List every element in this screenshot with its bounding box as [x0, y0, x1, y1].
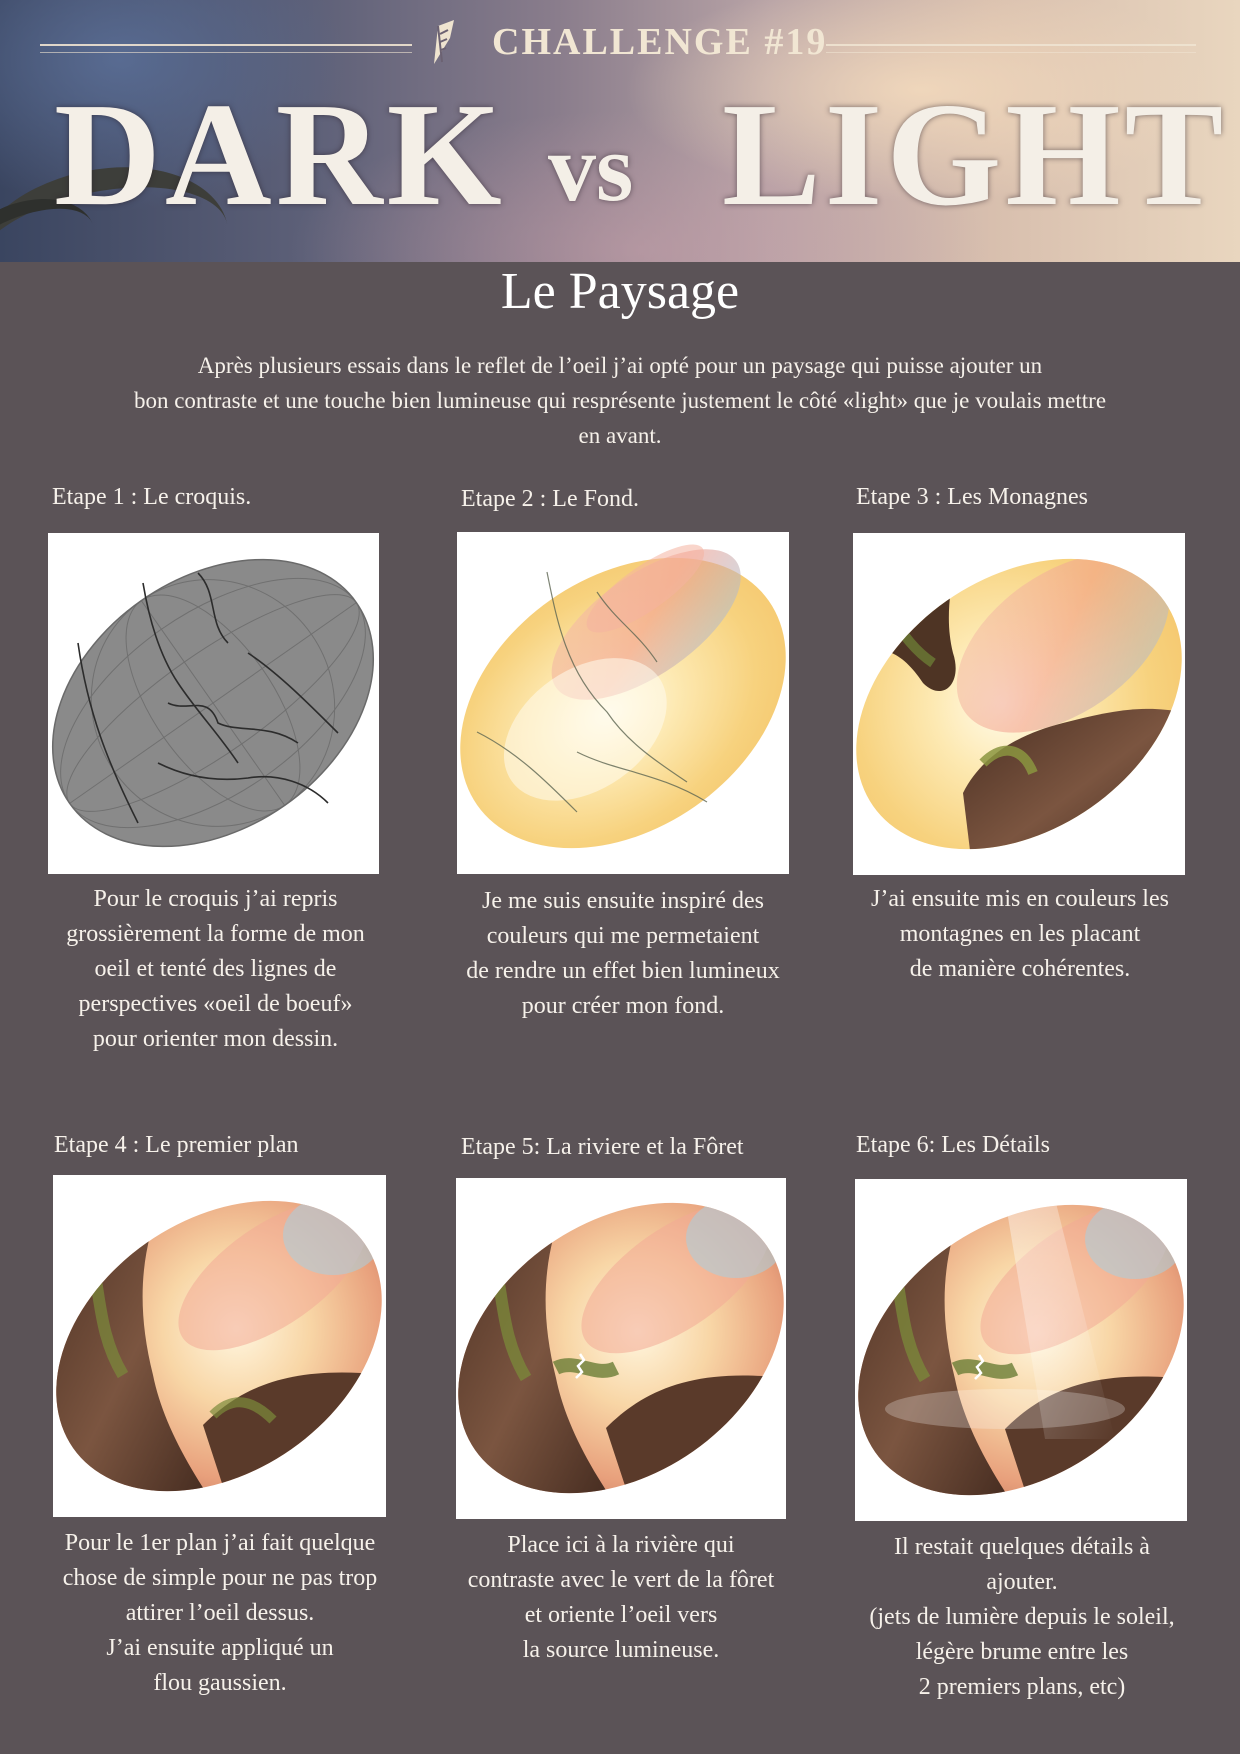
- header-banner: [0, 0, 1240, 262]
- caption-line: pour orienter mon dessin.: [92, 1026, 339, 1052]
- caption-line: Pour le 1er plan j’ai fait quelque: [64, 1530, 376, 1556]
- caption-line: Pour le croquis j’ai repris: [93, 886, 338, 912]
- caption-line: de rendre un effet bien lumineux: [466, 958, 780, 984]
- details-eye-illustration: [855, 1179, 1187, 1521]
- step-2-caption: [447, 884, 799, 1024]
- caption-line: montagnes en les placant: [899, 921, 1141, 947]
- step-6-image: [855, 1179, 1187, 1521]
- caption-line: pour créer mon fond.: [521, 993, 725, 1019]
- caption-line: (jets de lumière depuis le soleil,: [869, 1604, 1175, 1630]
- caption-line: chose de simple pour ne pas trop: [62, 1565, 378, 1591]
- banner-rule-right: [826, 44, 1196, 53]
- step-6-title: Etape 6: Les Détails: [856, 1132, 1050, 1158]
- caption-line: attirer l’oeil dessus.: [125, 1600, 315, 1626]
- intro-line: en avant.: [578, 423, 662, 448]
- caption-line: J’ai ensuite mis en couleurs les: [871, 886, 1169, 912]
- step-1-image: [48, 533, 379, 874]
- intro-line: bon contraste et une touche bien lumineuse qui resprésente justement le côté «light» que je voulais mettre: [133, 388, 1107, 413]
- step-5-title: Etape 5: La riviere et la Fôret: [461, 1134, 744, 1160]
- caption-line: Place ici à la rivière qui: [507, 1532, 735, 1558]
- river-forest-eye-illustration: [456, 1178, 786, 1519]
- step-3-title: Etape 3 : Les Monagnes: [856, 484, 1088, 510]
- step-2-image: [457, 532, 789, 874]
- caption-line: 2 premiers plans, etc): [918, 1674, 1126, 1700]
- banner-rule-left: [40, 44, 412, 53]
- title-dark: DARK: [54, 73, 506, 237]
- step-6-caption: [846, 1530, 1198, 1705]
- background-eye-illustration: [457, 532, 789, 874]
- step-4-title: Etape 4 : Le premier plan: [54, 1132, 299, 1158]
- title-light: LIGHT: [722, 73, 1228, 237]
- caption-line: flou gaussien.: [153, 1670, 287, 1696]
- intro-line: Après plusieurs essais dans le reflet de l’oeil j’ai opté pour un paysage qui puisse ajouter un: [197, 353, 1043, 378]
- title-vs: vs: [548, 114, 634, 221]
- step-4-image: [53, 1175, 386, 1517]
- caption-line: légère brume entre les: [915, 1639, 1129, 1665]
- intro-paragraph: [40, 348, 1200, 453]
- caption-line: J’ai ensuite appliqué un: [106, 1635, 334, 1661]
- caption-line: contraste avec le vert de la fôret: [467, 1567, 775, 1593]
- step-1-caption: [48, 882, 383, 1057]
- challenge-label: CHALLENGE #19: [492, 21, 828, 63]
- mountains-eye-illustration: [853, 533, 1185, 875]
- step-2-title: Etape 2 : Le Fond.: [461, 486, 639, 512]
- caption-line: perspectives «oeil de boeuf»: [78, 991, 353, 1017]
- caption-line: de manière cohérentes.: [909, 956, 1131, 982]
- step-5-image: [456, 1178, 786, 1519]
- sketch-eye-illustration: [48, 533, 379, 874]
- foreground-eye-illustration: [53, 1175, 386, 1517]
- caption-line: oeil et tenté des lignes de: [94, 956, 337, 982]
- quill-icon: [428, 18, 458, 68]
- step-4-caption: [44, 1526, 396, 1701]
- caption-line: couleurs qui me permetaient: [486, 923, 760, 949]
- caption-line: grossièrement la forme de mon: [66, 921, 365, 947]
- step-3-caption: [846, 882, 1194, 987]
- step-1-title: Etape 1 : Le croquis.: [52, 484, 252, 510]
- caption-line: et oriente l’oeil vers: [524, 1602, 718, 1628]
- step-5-caption: [447, 1528, 795, 1668]
- page-title: Le Paysage: [500, 263, 740, 320]
- caption-line: Je me suis ensuite inspiré des: [482, 888, 764, 914]
- caption-line: Il restait quelques détails à: [894, 1534, 1150, 1560]
- caption-line: ajouter.: [986, 1569, 1058, 1595]
- step-3-image: [853, 533, 1185, 875]
- caption-line: la source lumineuse.: [522, 1637, 720, 1663]
